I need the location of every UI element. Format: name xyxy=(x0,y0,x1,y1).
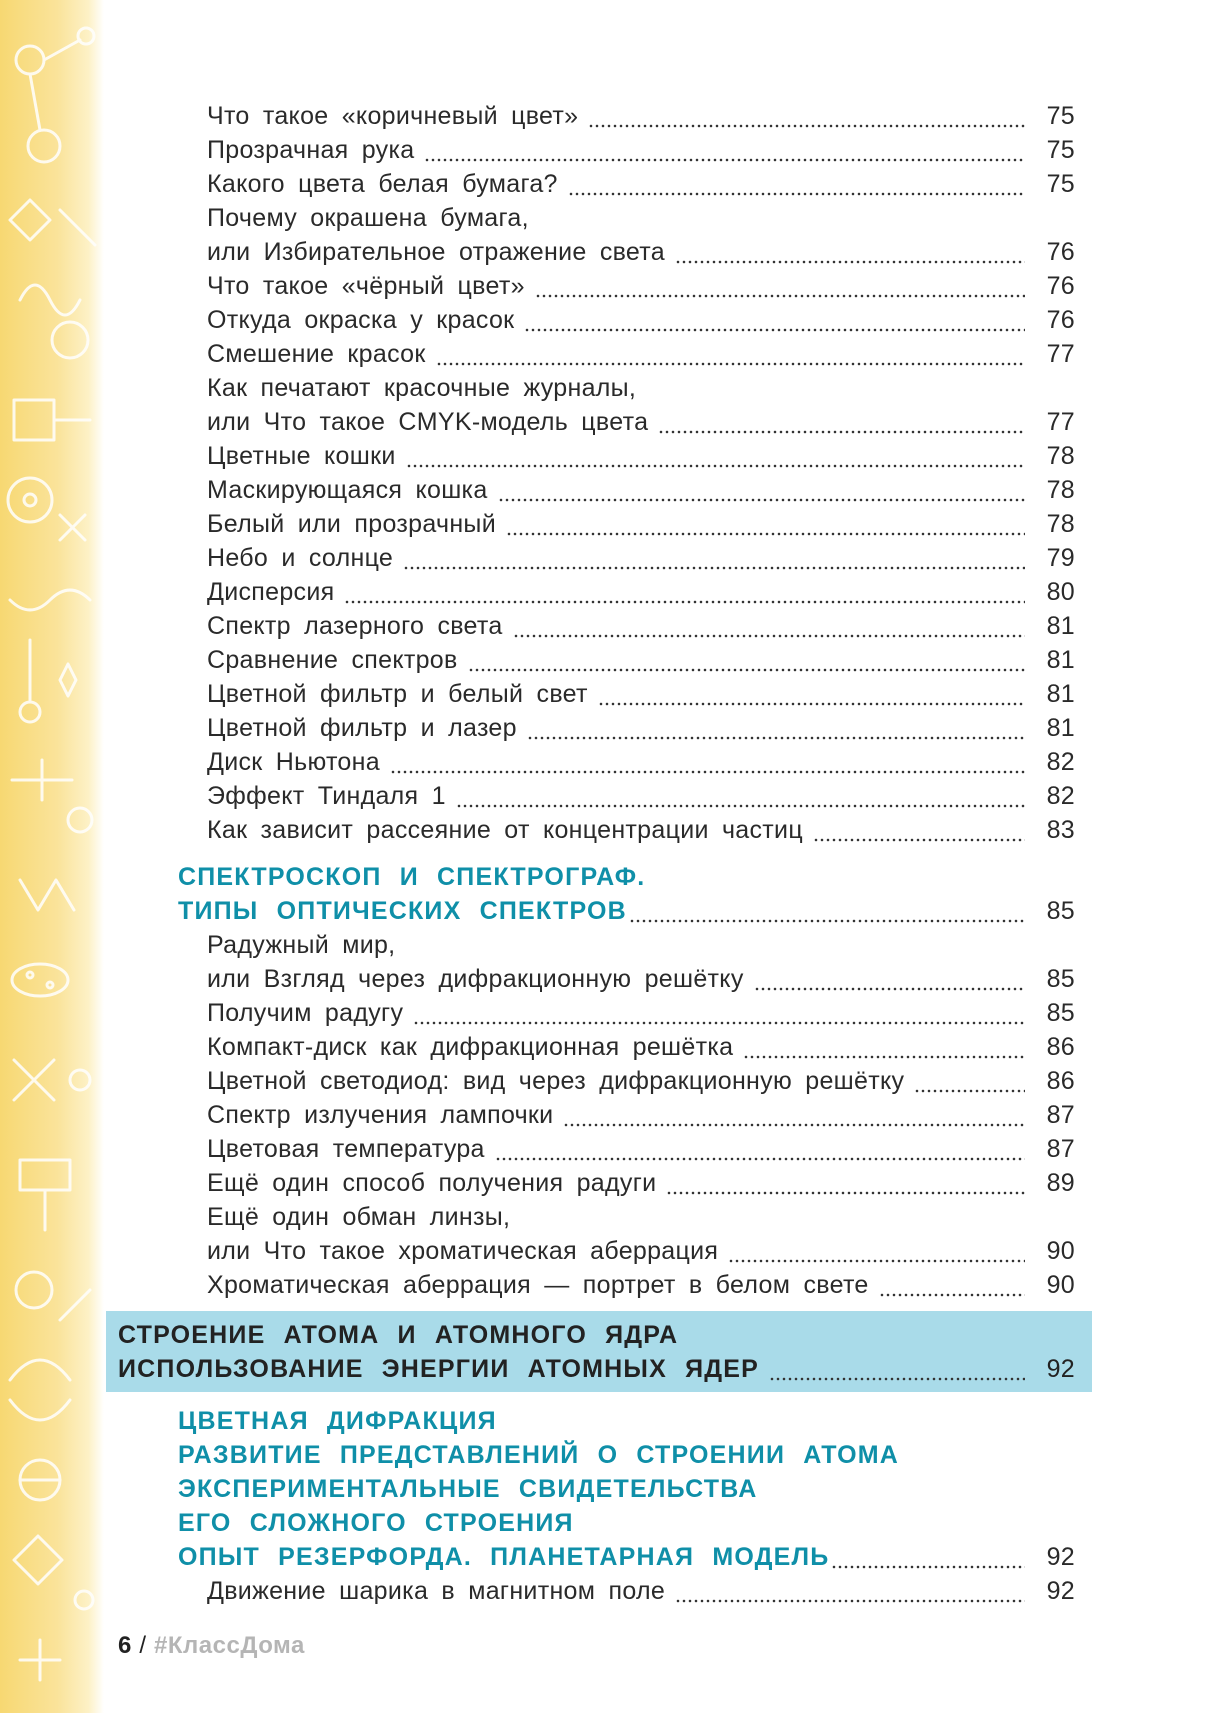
toc-leader-dots xyxy=(675,1574,1025,1608)
toc-section-title: СПЕКТРОСКОП И СПЕКТРОГРАФ. xyxy=(178,863,646,891)
toc-chapter-title: СТРОЕНИЕ АТОМА И АТОМНОГО ЯДРА xyxy=(118,1321,679,1349)
toc-leader-dots xyxy=(769,1352,1025,1386)
toc-chapter-page: 92 xyxy=(1046,1355,1075,1383)
toc-entry-title: Цветные кошки xyxy=(207,442,396,470)
toc-section-heading[interactable] xyxy=(178,1540,1075,1574)
toc-entry-title: Цветной фильтр и лазер xyxy=(207,714,517,742)
toc-leader-dots xyxy=(468,643,1025,677)
side-decoration xyxy=(0,0,104,1713)
toc-entry-page: 78 xyxy=(1046,510,1075,538)
toc-leader-dots xyxy=(728,1234,1025,1268)
toc-entry-page: 78 xyxy=(1046,476,1075,504)
toc-entry[interactable] xyxy=(207,405,1075,439)
toc-entry-page: 75 xyxy=(1046,170,1075,198)
toc-entry[interactable] xyxy=(207,133,1075,167)
toc-entry-title: Смешение красок xyxy=(207,340,426,368)
toc-entry-page: 76 xyxy=(1046,238,1075,266)
toc-entry[interactable] xyxy=(207,1098,1075,1132)
toc-entry-line[interactable] xyxy=(207,371,1075,405)
toc-entry-title: Хроматическая аберрация — портрет в белом свете xyxy=(207,1271,869,1299)
toc-entry-line[interactable] xyxy=(207,1200,1075,1234)
toc-entry-title: или Взгляд через дифракционную решётку xyxy=(207,965,744,993)
footer-separator: / xyxy=(139,1632,147,1659)
toc-entry-title: Ещё один обман линзы, xyxy=(207,1203,511,1231)
toc-entry-title: Прозрачная рука xyxy=(207,136,415,164)
toc-chapter-heading[interactable] xyxy=(118,1352,1075,1386)
toc-leader-dots xyxy=(495,1132,1025,1166)
toc-entry[interactable] xyxy=(207,1030,1075,1064)
toc-leader-dots xyxy=(666,1166,1025,1200)
footer-hashtag: #КлассДома xyxy=(154,1632,305,1659)
toc-leader-dots xyxy=(629,894,1025,928)
toc-entry-page: 77 xyxy=(1046,340,1075,368)
toc-entry[interactable] xyxy=(207,337,1075,371)
toc-entry-title: Эффект Тиндаля 1 xyxy=(207,782,446,810)
toc-entry-title: Сравнение спектров xyxy=(207,646,458,674)
toc-entry[interactable] xyxy=(207,962,1075,996)
toc-entry-page: 78 xyxy=(1046,442,1075,470)
toc-section-title: ЕГО СЛОЖНОГО СТРОЕНИЯ xyxy=(178,1509,574,1537)
toc-entry-title: Маскирующаяся кошка xyxy=(207,476,488,504)
toc-entry-title: Спектр излучения лампочки xyxy=(207,1101,554,1129)
toc-leader-dots xyxy=(344,575,1025,609)
toc-entry[interactable] xyxy=(207,167,1075,201)
toc-leader-dots xyxy=(413,996,1025,1030)
toc-entry[interactable] xyxy=(207,745,1075,779)
toc-entry-line[interactable] xyxy=(207,201,1075,235)
toc-entry[interactable] xyxy=(207,996,1075,1030)
toc-entry[interactable] xyxy=(207,1166,1075,1200)
toc-section-page: 92 xyxy=(1046,1543,1075,1571)
toc-entry-title: Как зависит рассеяние от концентрации частиц xyxy=(207,816,803,844)
toc-leader-dots xyxy=(568,167,1025,201)
toc-leader-dots xyxy=(813,813,1025,847)
toc-entry-page: 82 xyxy=(1046,782,1075,810)
toc-entry-page: 79 xyxy=(1046,544,1075,572)
toc-leader-dots xyxy=(914,1064,1025,1098)
toc-chapter-heading-line[interactable] xyxy=(118,1318,1075,1352)
toc-entry-line[interactable] xyxy=(207,928,1075,962)
toc-leader-dots xyxy=(598,677,1025,711)
toc-entry-page: 81 xyxy=(1046,612,1075,640)
toc-entry-page: 76 xyxy=(1046,306,1075,334)
toc-entry-page: 80 xyxy=(1046,578,1075,606)
toc-entry-title: Движение шарика в магнитном поле xyxy=(207,1577,666,1605)
toc-section-title: ЭКСПЕРИМЕНТАЛЬНЫЕ СВИДЕТЕЛЬСТВА xyxy=(178,1475,758,1503)
toc-entry[interactable] xyxy=(207,99,1075,133)
toc-entry-title: Цветовая температура xyxy=(207,1135,485,1163)
toc-entry-title: Какого цвета белая бумага? xyxy=(207,170,558,198)
toc-leader-dots xyxy=(535,269,1025,303)
toc-section-title: РАЗВИТИЕ ПРЕДСТАВЛЕНИЙ О СТРОЕНИИ АТОМА xyxy=(178,1441,900,1469)
toc-entry[interactable] xyxy=(207,1234,1075,1268)
toc-entry-title: Как печатают красочные журналы, xyxy=(207,374,637,402)
toc-entry[interactable] xyxy=(207,609,1075,643)
toc-entry-page: 76 xyxy=(1046,272,1075,300)
toc-entry[interactable] xyxy=(207,439,1075,473)
toc-entry-title: Дисперсия xyxy=(207,578,335,606)
toc-leader-dots xyxy=(831,1540,1025,1574)
toc-entry-page: 75 xyxy=(1046,136,1075,164)
toc-entry[interactable] xyxy=(207,1574,1075,1608)
toc-leader-dots xyxy=(588,99,1025,133)
page-number: 6 xyxy=(118,1632,132,1659)
toc-leader-dots xyxy=(658,405,1025,439)
toc-leader-dots xyxy=(513,609,1025,643)
toc-entry-title: Цветной фильтр и белый свет xyxy=(207,680,588,708)
toc-section-heading-line[interactable] xyxy=(178,1438,1075,1472)
toc-leader-dots xyxy=(498,473,1025,507)
toc-section-title: ЦВЕТНАЯ ДИФРАКЦИЯ xyxy=(178,1407,497,1435)
toc-entry-page: 81 xyxy=(1046,646,1075,674)
science-doodle-pattern-icon xyxy=(0,0,104,1713)
toc-entry-title: Цветной светодиод: вид через дифракционную решётку xyxy=(207,1067,905,1095)
toc-entry-page: 90 xyxy=(1046,1237,1075,1265)
toc-entry-page: 86 xyxy=(1046,1067,1075,1095)
toc-entry[interactable] xyxy=(207,779,1075,813)
toc-entry[interactable] xyxy=(207,473,1075,507)
toc-entry-title: Диск Ньютона xyxy=(207,748,380,776)
page-footer xyxy=(118,1630,305,1662)
toc-entry-title: Что такое «чёрный цвет» xyxy=(207,272,525,300)
toc-chapter-title: ИСПОЛЬЗОВАНИЕ ЭНЕРГИИ АТОМНЫХ ЯДЕР xyxy=(118,1355,760,1383)
toc-entry-page: 81 xyxy=(1046,714,1075,742)
toc-entry-page: 89 xyxy=(1046,1169,1075,1197)
toc-entry[interactable] xyxy=(207,813,1075,847)
toc-section-title: ТИПЫ ОПТИЧЕСКИХ СПЕКТРОВ xyxy=(178,897,627,925)
toc-leader-dots xyxy=(456,779,1025,813)
toc-entry-title: Ещё один способ получения радуги xyxy=(207,1169,657,1197)
toc-entry-title: Почему окрашена бумага, xyxy=(207,204,529,232)
toc-entry-page: 90 xyxy=(1046,1271,1075,1299)
toc-section-page: 85 xyxy=(1046,897,1075,925)
toc-entry-page: 82 xyxy=(1046,748,1075,776)
toc-entry-title: Откуда окраска у красок xyxy=(207,306,515,334)
toc-entry-page: 75 xyxy=(1046,102,1075,130)
toc-leader-dots xyxy=(743,1030,1025,1064)
toc-entry[interactable] xyxy=(207,643,1075,677)
toc-section-heading-line[interactable] xyxy=(178,1472,1075,1506)
toc-leader-dots xyxy=(754,962,1025,996)
toc-leader-dots xyxy=(675,235,1025,269)
toc-leader-dots xyxy=(527,711,1025,745)
toc-entry-title: Белый или прозрачный xyxy=(207,510,496,538)
toc-entry[interactable] xyxy=(207,269,1075,303)
toc-entry-page: 85 xyxy=(1046,965,1075,993)
toc-entry-page: 77 xyxy=(1046,408,1075,436)
toc-leader-dots xyxy=(403,541,1025,575)
toc-entry-page: 86 xyxy=(1046,1033,1075,1061)
toc-entry[interactable] xyxy=(207,677,1075,711)
toc-entry[interactable] xyxy=(207,1132,1075,1166)
toc-entry[interactable] xyxy=(207,541,1075,575)
toc-entry-title: Компакт-диск как дифракционная решётка xyxy=(207,1033,734,1061)
toc-section-heading-line[interactable] xyxy=(178,1404,1075,1438)
toc-entry[interactable] xyxy=(207,711,1075,745)
toc-entry-page: 81 xyxy=(1046,680,1075,708)
toc-entry-title: или Что такое CMYK-модель цвета xyxy=(207,408,649,436)
toc-entry-title: Что такое «коричневый цвет» xyxy=(207,102,579,130)
toc-leader-dots xyxy=(563,1098,1025,1132)
toc-entry-page: 87 xyxy=(1046,1135,1075,1163)
toc-leader-dots xyxy=(506,507,1025,541)
toc-section-heading-line[interactable] xyxy=(178,860,1075,894)
toc-entry[interactable] xyxy=(207,507,1075,541)
toc-entry[interactable] xyxy=(207,235,1075,269)
toc-section-heading-line[interactable] xyxy=(178,1506,1075,1540)
toc-entry-title: Получим радугу xyxy=(207,999,404,1027)
toc-entry[interactable] xyxy=(207,303,1075,337)
toc-entry-title: Радужный мир, xyxy=(207,931,396,959)
toc-entry[interactable] xyxy=(207,1268,1075,1302)
toc-entry-page: 85 xyxy=(1046,999,1075,1027)
toc-entry-title: или Избирательное отражение света xyxy=(207,238,665,266)
toc-entry-title: Спектр лазерного света xyxy=(207,612,503,640)
toc-section-heading[interactable] xyxy=(178,894,1075,928)
toc-entry-page: 83 xyxy=(1046,816,1075,844)
toc-entry[interactable] xyxy=(207,575,1075,609)
toc-entry-page: 87 xyxy=(1046,1101,1075,1129)
toc-entry-title: Небо и солнце xyxy=(207,544,394,572)
toc-entry[interactable] xyxy=(207,1064,1075,1098)
toc-entry-title: или Что такое хроматическая аберрация xyxy=(207,1237,719,1265)
toc-leader-dots xyxy=(406,439,1025,473)
toc-leader-dots xyxy=(390,745,1025,779)
toc-leader-dots xyxy=(524,303,1025,337)
toc-section-title: ОПЫТ РЕЗЕРФОРДА. ПЛАНЕТАРНАЯ МОДЕЛЬ xyxy=(178,1543,830,1571)
toc-leader-dots xyxy=(436,337,1025,371)
toc-entry-page: 92 xyxy=(1046,1577,1075,1605)
toc-leader-dots xyxy=(424,133,1025,167)
toc-leader-dots xyxy=(879,1268,1025,1302)
